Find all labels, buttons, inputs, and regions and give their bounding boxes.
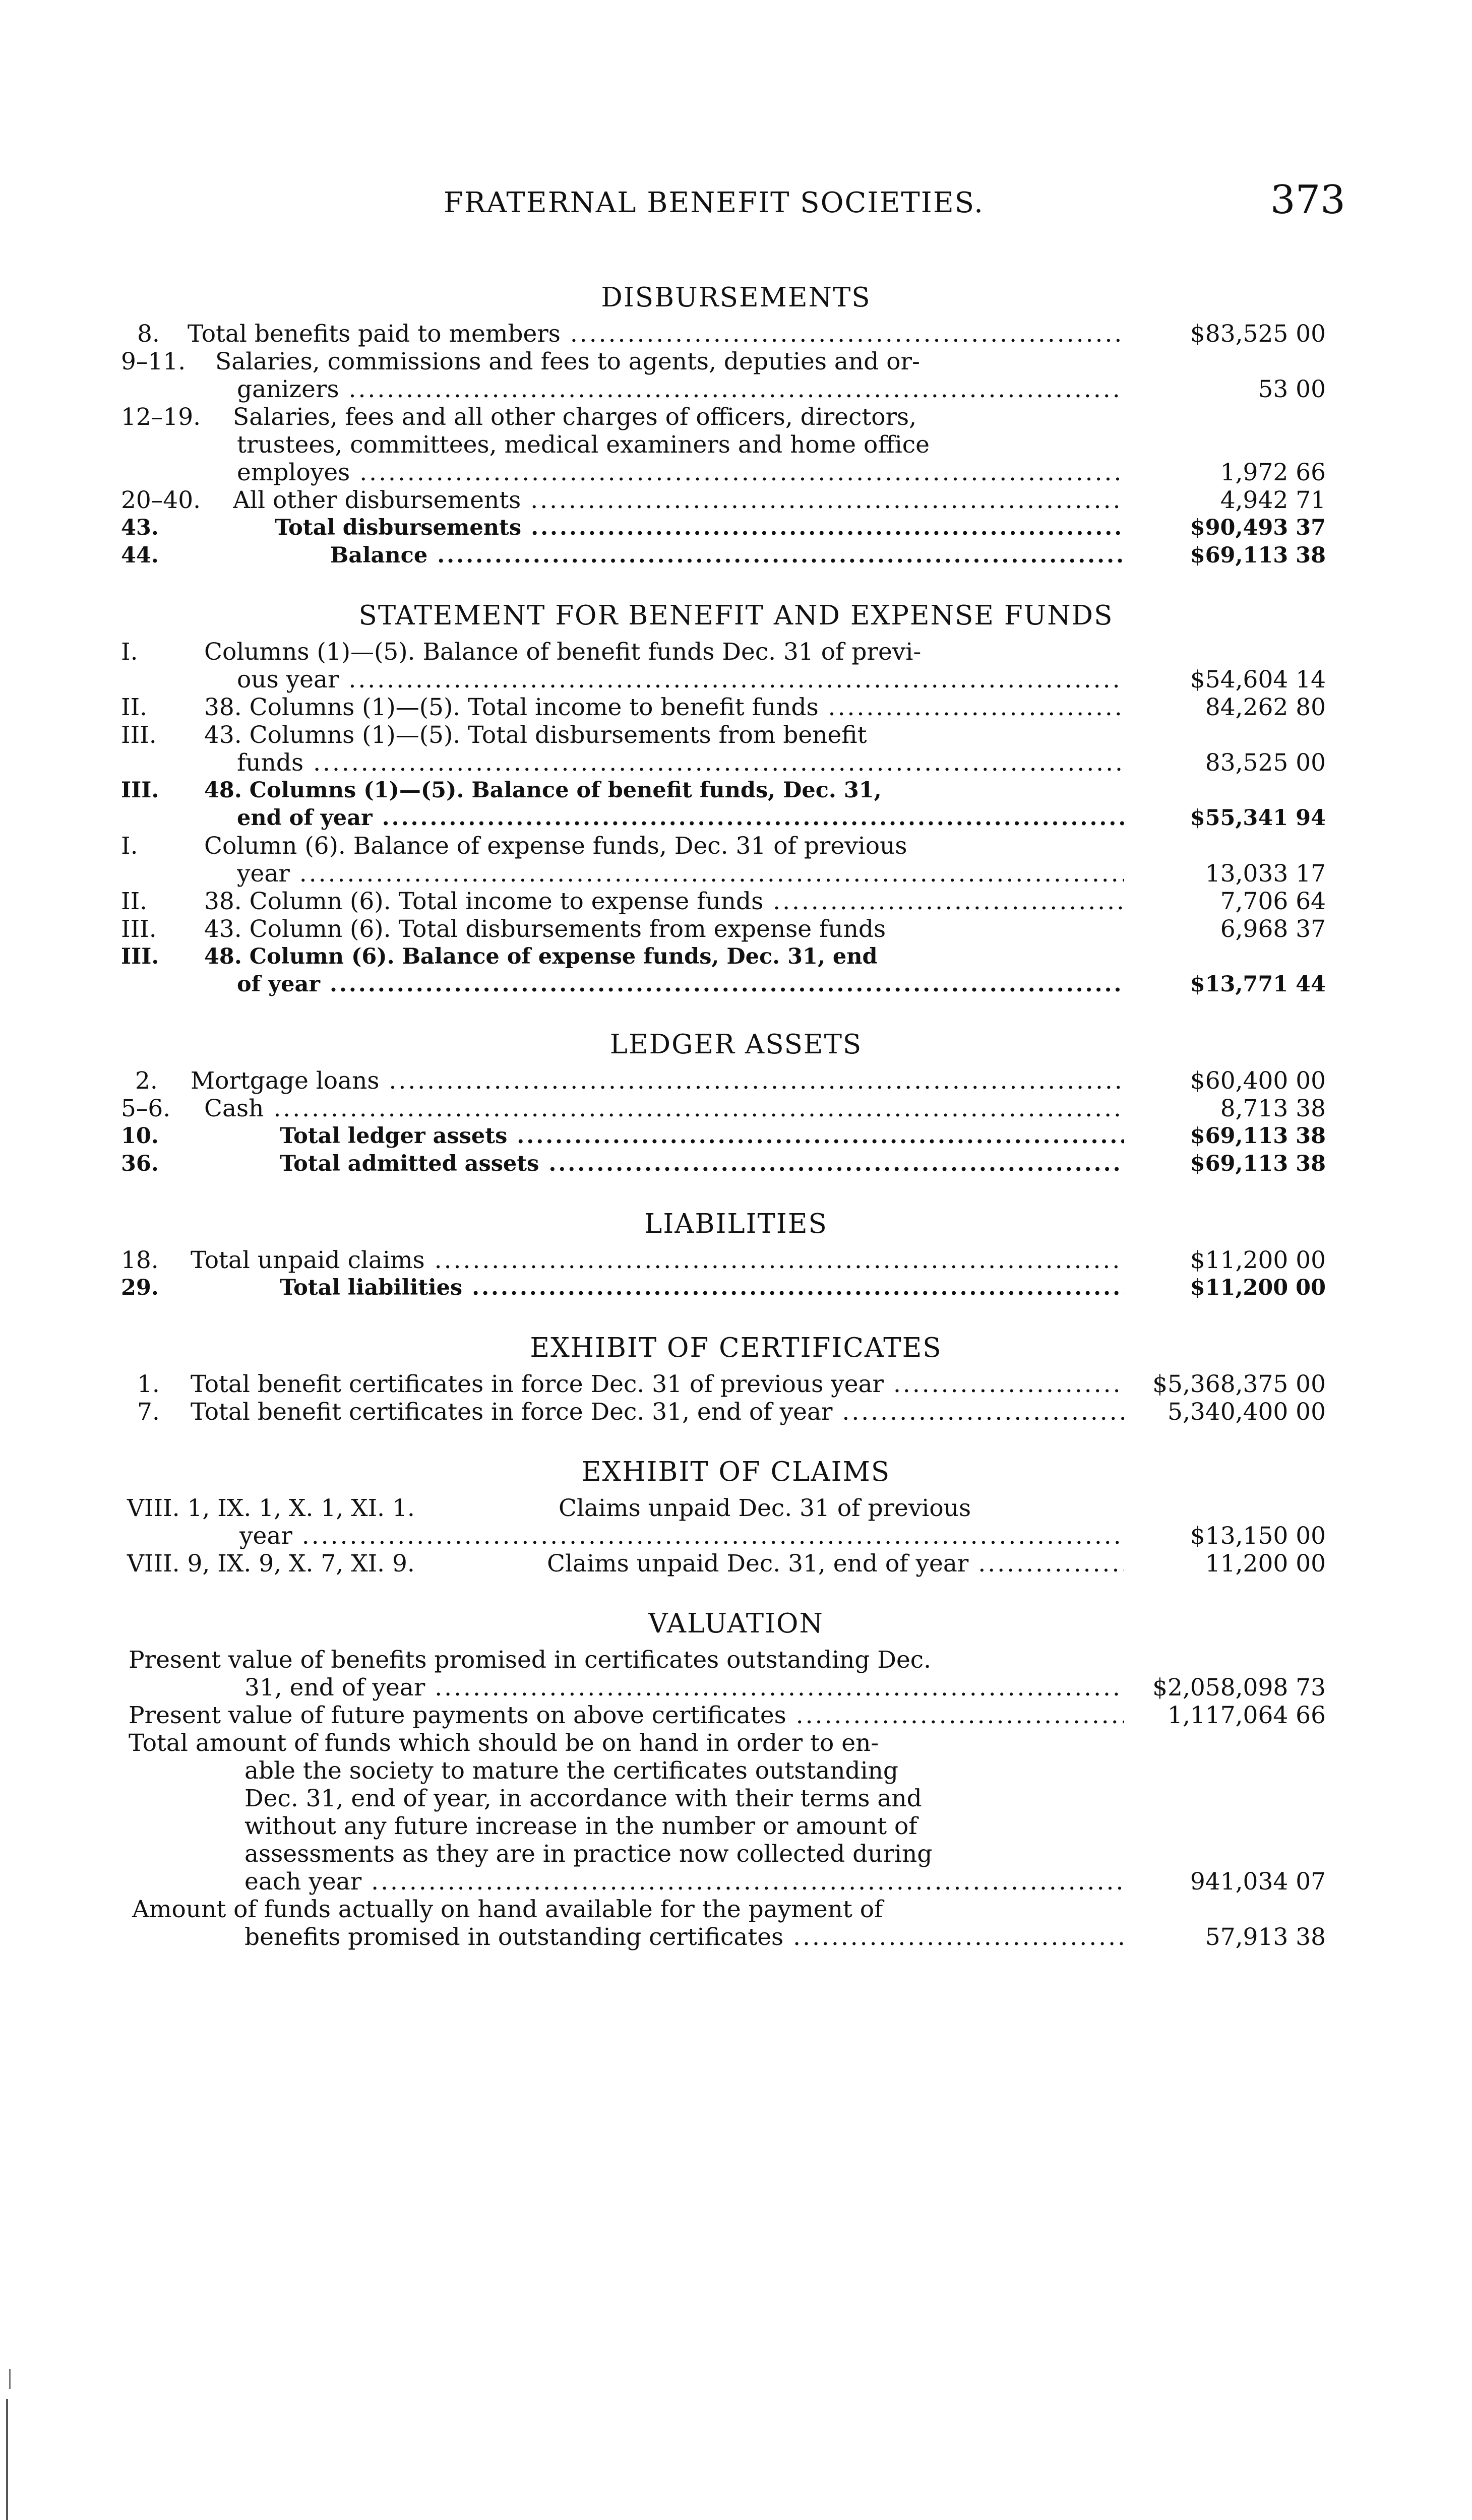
line-amount: $13,771 44 <box>1190 972 1326 997</box>
line-text: Total disbursements ..... <box>275 514 1124 542</box>
line-text: Column (6). Balance of expense funds, Dec. 31 of previous <box>204 832 907 860</box>
statement-line <box>0 1095 1472 1122</box>
line-amount: $11,200 00 <box>1190 1246 1326 1274</box>
line-number: 43. <box>121 515 159 540</box>
ledger-assets-heading: LEDGER ASSETS <box>609 1029 863 1060</box>
statement-line <box>0 1923 1472 1951</box>
line-amount: $60,400 00 <box>1190 1067 1326 1095</box>
statement-line <box>0 943 1472 971</box>
line-amount: 6,968 37 <box>1220 915 1326 943</box>
line-amount: $69,113 38 <box>1190 1123 1326 1149</box>
line-amount: 5,340,400 00 <box>1168 1398 1326 1426</box>
line-text: Salaries, commissions and fees to agents, deputies and or- <box>215 348 920 375</box>
line-text: Total benefits paid to members ..... <box>188 320 1124 348</box>
line-text: end of year ..... <box>237 804 1124 832</box>
statement-line <box>0 486 1472 514</box>
statement-line <box>0 1274 1472 1302</box>
line-number: VIII. 1, IX. 1, X. 1, XI. 1. <box>127 1494 415 1522</box>
line-text: Total benefit certificates in force Dec. 31, end of year ..... <box>191 1398 1124 1426</box>
statement-line <box>0 1757 1472 1785</box>
line-number: 12–19. <box>121 403 201 431</box>
statement-line <box>0 1067 1472 1095</box>
line-text: Claims unpaid Dec. 31 of previous <box>559 1494 971 1522</box>
line-number: I. <box>121 832 138 860</box>
line-text: benefits promised in outstanding certificates ..... <box>244 1923 1124 1951</box>
line-number: 29. <box>121 1275 159 1300</box>
line-number: 9–11. <box>121 348 186 375</box>
statement-line <box>0 542 1472 570</box>
line-text: Total ledger assets ..... <box>280 1122 1124 1150</box>
line-text: 43. Columns (1)—(5). Total disbursements from benefit <box>204 721 867 749</box>
line-amount: 4,942 71 <box>1220 486 1326 514</box>
disbursements-heading: DISBURSEMENTS <box>601 282 871 313</box>
statement-line <box>0 638 1472 666</box>
statement-line <box>0 1729 1472 1757</box>
line-text: Total unpaid claims ..... <box>191 1246 1124 1274</box>
line-amount: $2,058,098 73 <box>1152 1674 1326 1702</box>
line-text: year ..... <box>237 860 1124 888</box>
line-number: 44. <box>121 543 159 568</box>
statement-line <box>0 375 1472 403</box>
statement-line <box>0 1812 1472 1840</box>
statement-line <box>0 915 1472 943</box>
line-number: III. <box>121 778 159 803</box>
line-number: III. <box>121 721 157 749</box>
line-number: 36. <box>121 1151 159 1176</box>
line-text: 48. Column (6). Balance of expense funds, Dec. 31, end <box>204 944 878 969</box>
line-amount: $69,113 38 <box>1190 543 1326 568</box>
statement-line <box>0 1646 1472 1674</box>
statement-line <box>0 1868 1472 1896</box>
statement-line <box>0 1522 1472 1550</box>
statement-line <box>0 971 1472 998</box>
running-head: FRATERNAL BENEFIT SOCIETIES. <box>444 186 984 219</box>
statement-line <box>0 514 1472 542</box>
line-amount: $69,113 38 <box>1190 1151 1326 1176</box>
line-text: of year ..... <box>237 971 1124 998</box>
line-text: Present value of benefits promised in certificates outstanding Dec. <box>129 1646 932 1674</box>
line-amount: 83,525 00 <box>1205 749 1326 777</box>
line-text: 31, end of year ..... <box>244 1674 1124 1702</box>
statement-line <box>0 749 1472 777</box>
line-text: ous year ..... <box>237 666 1124 694</box>
statement-line <box>0 1494 1472 1522</box>
statement-line <box>0 1370 1472 1398</box>
statement-line <box>0 348 1472 375</box>
liabilities-heading: LIABILITIES <box>644 1209 828 1239</box>
statement-line <box>0 694 1472 721</box>
line-number: 18. <box>121 1246 159 1274</box>
line-text: Balance ..... <box>330 542 1124 570</box>
line-amount: 8,713 38 <box>1220 1095 1326 1122</box>
line-text: year ..... <box>239 1522 1124 1550</box>
line-amount: 1,972 66 <box>1220 459 1326 486</box>
line-amount: $11,200 00 <box>1190 1275 1326 1300</box>
line-text: 38. Columns (1)—(5). Total income to benefit funds ..... <box>204 694 1124 721</box>
statement-line <box>0 1785 1472 1812</box>
statement-line <box>0 1702 1472 1729</box>
line-number: 20–40. <box>121 486 201 514</box>
line-text: Cash ..... <box>204 1095 1124 1122</box>
statement-line <box>0 888 1472 915</box>
line-amount: 11,200 00 <box>1205 1550 1326 1578</box>
line-text: 38. Column (6). Total income to expense funds ..... <box>204 888 1124 915</box>
line-number: VIII. 9, IX. 9, X. 7, XI. 9. <box>127 1550 415 1578</box>
line-text: Total benefit certificates in force Dec. 31 of previous year ..... <box>191 1370 1124 1398</box>
claims-heading: EXHIBIT OF CLAIMS <box>581 1457 891 1487</box>
statement-line <box>0 1150 1472 1178</box>
line-amount: $90,493 37 <box>1190 515 1326 540</box>
statement-line <box>0 1550 1472 1578</box>
line-amount: 53 00 <box>1258 375 1326 403</box>
scan-margin-mark <box>9 2369 11 2389</box>
statement-line <box>0 860 1472 888</box>
line-number: 2. <box>135 1067 158 1095</box>
line-number: 5–6. <box>121 1095 171 1122</box>
line-text: Total amount of funds which should be on hand in order to en- <box>129 1729 879 1757</box>
line-text: Mortgage loans ..... <box>191 1067 1124 1095</box>
statement-line <box>0 1674 1472 1702</box>
statement-line <box>0 459 1472 486</box>
statement-line <box>0 832 1472 860</box>
statement-line <box>0 403 1472 431</box>
statement-line <box>0 666 1472 694</box>
line-amount: 84,262 80 <box>1205 694 1326 721</box>
line-text: Claims unpaid Dec. 31, end of year ..... <box>547 1550 1124 1578</box>
line-number: III. <box>121 915 157 943</box>
line-number: 7. <box>137 1398 160 1426</box>
line-text: employes ..... <box>237 459 1124 486</box>
statement-line <box>0 1122 1472 1150</box>
valuation-heading: VALUATION <box>648 1608 824 1639</box>
line-number: 1. <box>137 1370 160 1398</box>
line-text: Total admitted assets ..... <box>280 1150 1124 1178</box>
line-text: 43. Column (6). Total disbursements from expense funds <box>204 915 886 943</box>
line-amount: $5,368,375 00 <box>1152 1370 1326 1398</box>
statement-line <box>0 431 1472 459</box>
line-text: Total liabilities ..... <box>280 1274 1124 1302</box>
funds-statement-heading: STATEMENT FOR BENEFIT AND EXPENSE FUNDS <box>358 600 1114 631</box>
line-text: Amount of funds actually on hand available for the payment of <box>132 1896 883 1923</box>
statement-line <box>0 804 1472 832</box>
line-text: assessments as they are in practice now collected during <box>244 1840 933 1868</box>
line-amount: 941,034 07 <box>1190 1868 1326 1896</box>
line-text: Dec. 31, end of year, in accordance with their terms and <box>244 1785 922 1812</box>
line-text: ganizers ..... <box>237 375 1124 403</box>
statement-line <box>0 1896 1472 1923</box>
line-text: able the society to mature the certificates outstanding <box>244 1757 898 1785</box>
line-number: I. <box>121 638 138 666</box>
statement-line <box>0 721 1472 749</box>
line-text: Columns (1)—(5). Balance of benefit funds Dec. 31 of previ- <box>204 638 922 666</box>
line-text: 48. Columns (1)—(5). Balance of benefit funds, Dec. 31, <box>204 778 882 803</box>
certificates-heading: EXHIBIT OF CERTIFICATES <box>530 1333 942 1363</box>
scan-margin-mark <box>6 2399 8 2520</box>
line-number: 8. <box>137 320 160 348</box>
line-amount: $54,604 14 <box>1190 666 1326 694</box>
line-text: Present value of future payments on above certificates ..... <box>129 1702 1124 1729</box>
line-amount: 13,033 17 <box>1205 860 1326 888</box>
statement-line <box>0 1840 1472 1868</box>
line-text: Salaries, fees and all other charges of officers, directors, <box>233 403 917 431</box>
line-text: trustees, committees, medical examiners and home office <box>237 431 930 459</box>
line-amount: 1,117,064 66 <box>1168 1702 1326 1729</box>
statement-line <box>0 320 1472 348</box>
statement-line <box>0 1398 1472 1426</box>
line-amount: 7,706 64 <box>1220 888 1326 915</box>
line-amount: $55,341 94 <box>1190 805 1326 831</box>
statement-line <box>0 1246 1472 1274</box>
line-amount: $83,525 00 <box>1190 320 1326 348</box>
line-number: 10. <box>121 1123 159 1149</box>
line-number: II. <box>121 694 148 721</box>
financial-statement <box>0 280 1472 1951</box>
page-number: 373 <box>1270 177 1345 223</box>
line-amount: 57,913 38 <box>1205 1923 1326 1951</box>
line-text: without any future increase in the number or amount of <box>244 1812 917 1840</box>
line-text: All other disbursements ..... <box>233 486 1124 514</box>
line-amount: $13,150 00 <box>1190 1522 1326 1550</box>
line-text: each year ..... <box>244 1868 1124 1896</box>
line-number: II. <box>121 888 148 915</box>
statement-line <box>0 777 1472 804</box>
line-number: III. <box>121 944 159 969</box>
line-text: funds ..... <box>237 749 1124 777</box>
